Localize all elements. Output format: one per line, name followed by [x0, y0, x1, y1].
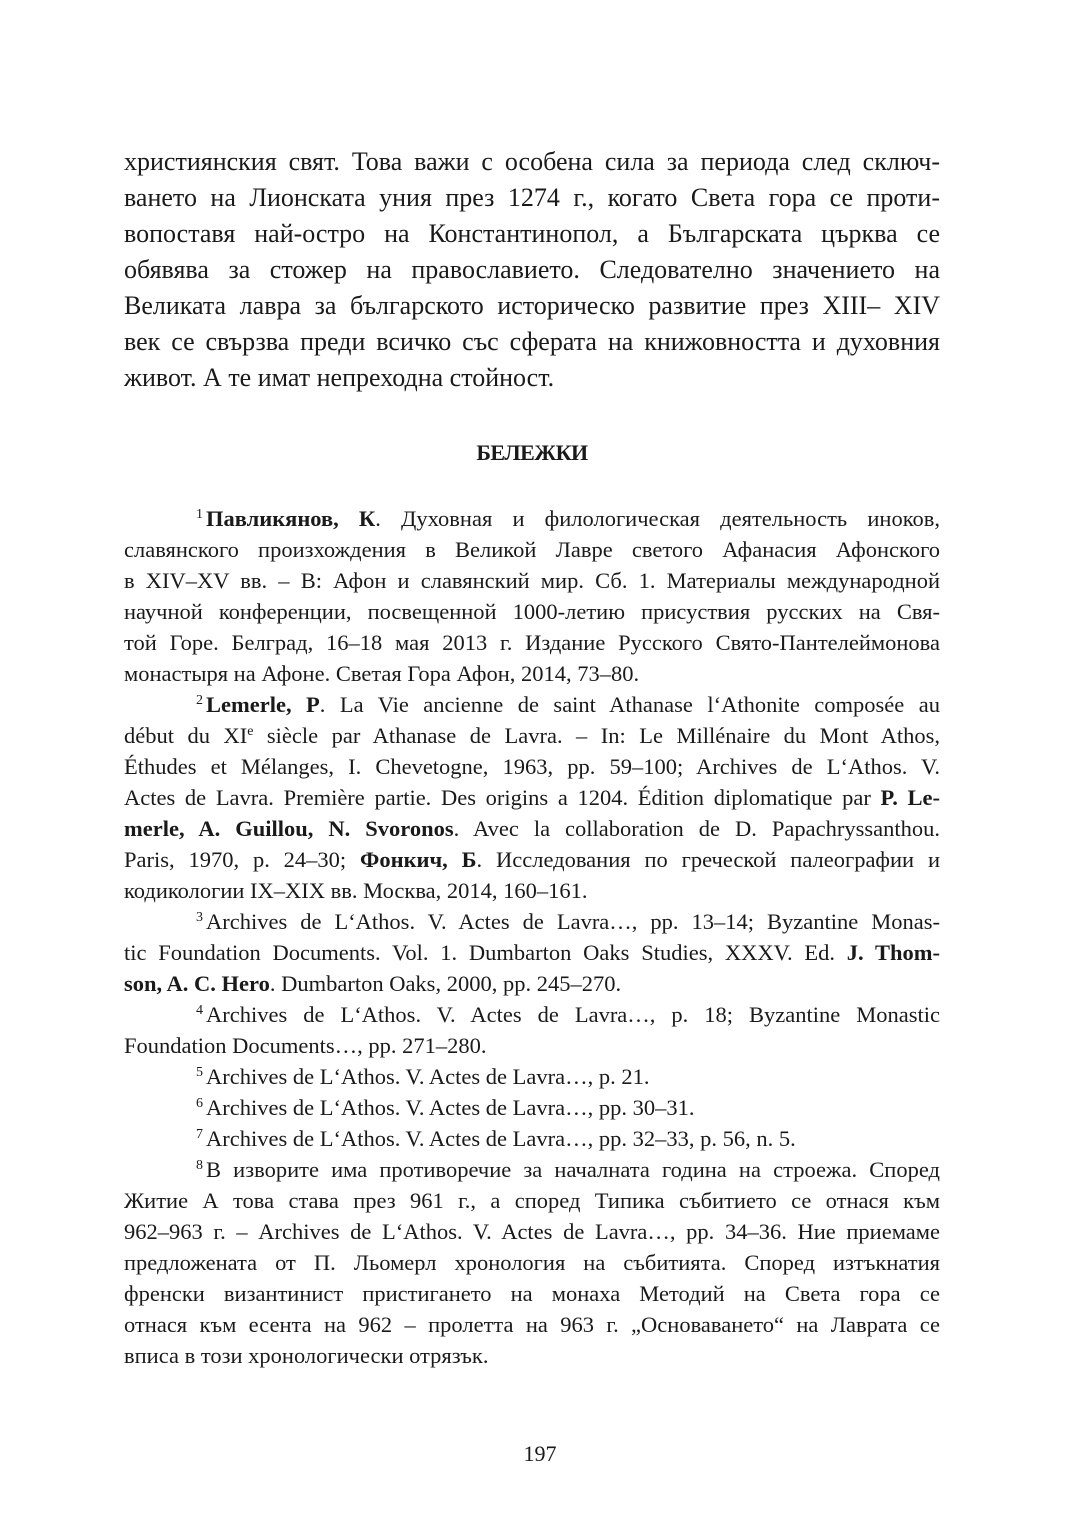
author-name: Павликянов, К	[206, 506, 376, 531]
body-line: век се свързва преди всичко със сферата на книжовността и духовния	[124, 327, 940, 356]
footnote-number: 3	[196, 910, 203, 925]
footnote-3: $^3$ Archives de L‘Athos. V. Actes de Lavra…, pp. 13–14; Byzantine Monas- tic Foundation Documents. Vol. 1. Dumbarton Oaks Studies, XXXV. Ed. J. Thom- son, A. C. Hero. Dumbarton Oaks, 2000, pp. 245–270.	[124, 909, 941, 996]
body-paragraph	[124, 144, 940, 396]
author-name: merle, A. Guillou, N. Svoronos	[124, 816, 454, 841]
body-line: християнския свят. Това важи с особена сила за периода след сключ-	[124, 147, 940, 176]
footnote-number: 2	[196, 693, 203, 708]
footnote-number: 1	[196, 507, 203, 522]
body-line: ването на Лионската уния през 1274 г., когато Света гора се проти-	[124, 183, 940, 212]
body-line: обявява за стожер на православието. Следователно значението на	[124, 255, 940, 284]
footnote-7: $^7$ Archives de L‘Athos. V. Actes de Lavra…, pp. 32–33, p. 56, n. 5.	[196, 1126, 796, 1151]
page-number: 197	[523, 1441, 557, 1466]
body-line: вопоставя най-остро на Константинопол, а Българската църква се	[124, 219, 940, 248]
author-name: son, A. C. Hero	[124, 971, 270, 996]
notes-heading: БЕЛЕЖКИ	[476, 440, 588, 465]
footnote-1: $^1$ Павликянов, К. Духовная и филологическая деятельность иноков, славянского произхождения в Великой Лавре светого Афанасия Афонского в XIV–XV вв. – В: Афон и славянский мир. Сб. 1. Материалы международной научной конференции, посвещенной 1000-летию присуствия русских на Свя- той Горе. Белград, 16–18 мая 2013 г. Издание Русского Свято-Пантелеймонова монастыря на Афоне. Светая Гора Афон, 2014, 73–80.	[124, 506, 940, 686]
footnote-8: $^8$ В изворите има противоречие за началната година на строежа. Според Житие А това става през 961 г., а според Типика събитието се отнася към 962–963 г. – Archives de L‘Athos. V. Actes de Lavra…, pp. 34–36. Ние приемаме предложената от П. Льомерл хронология на събитията. Според изтъкнатия френски византинист пристигането на монаха Методий на Света гора се отнася към есента на 962 – пролетта на 963 г. „Основаването“ на Лаврата се вписа в този хронологически отрязък.	[124, 1157, 940, 1368]
body-line: Великата лавра за българското историческо развитие през XIII– XIV	[124, 291, 940, 320]
footnote-number: 6	[196, 1096, 203, 1111]
footnote-number: 4	[196, 1003, 203, 1018]
footnote-number: 8	[196, 1158, 203, 1173]
author-name: Lemerle, P	[206, 692, 320, 717]
author-name: P. Le-	[880, 785, 940, 810]
footnote-number: 7	[196, 1127, 203, 1142]
footnote-2: $^2$ Lemerle, P. La Vie ancienne de saint Athanase l‘Athonite composée au début du XIe siècle par Athanase de Lavra. – In: Le Millénaire du Mont Athos, Éthudes et Mélanges, I. Chevetogne, 1963, pp. 59–100; Archives de L‘Athos. V. Actes de Lavra. Première partie. Des origins a 1204. Édition diplomatique par P. Le- merle, A. Guillou, N. Svoronos. Avec la collaboration de D. Papachryssanthou. Paris, 1970, p. 24–30; Фонкич, Б. Исследования по греческой палеографии и кодикологии IX–XIX вв. Москва, 2014, 160–161.	[124, 692, 941, 903]
footnote-6: $^6$ Archives de L‘Athos. V. Actes de Lavra…, pp. 30–31.	[196, 1095, 695, 1120]
footnote-number: 5	[196, 1065, 203, 1080]
author-name: J. Thom-	[846, 940, 941, 965]
notes-list	[124, 503, 940, 1371]
author-name: Фонкич, Б	[360, 847, 477, 872]
footnote-5: $^5$ Archives de L‘Athos. V. Actes de Lavra…, p. 21.	[196, 1064, 650, 1089]
footnote-4: $^4$ Archives de L‘Athos. V. Actes de Lavra…, p. 18; Byzantine Monastic Foundation Documents…, pp. 271–280.	[124, 1002, 940, 1058]
body-line: живот. А те имат непреходна стойност.	[124, 363, 555, 392]
